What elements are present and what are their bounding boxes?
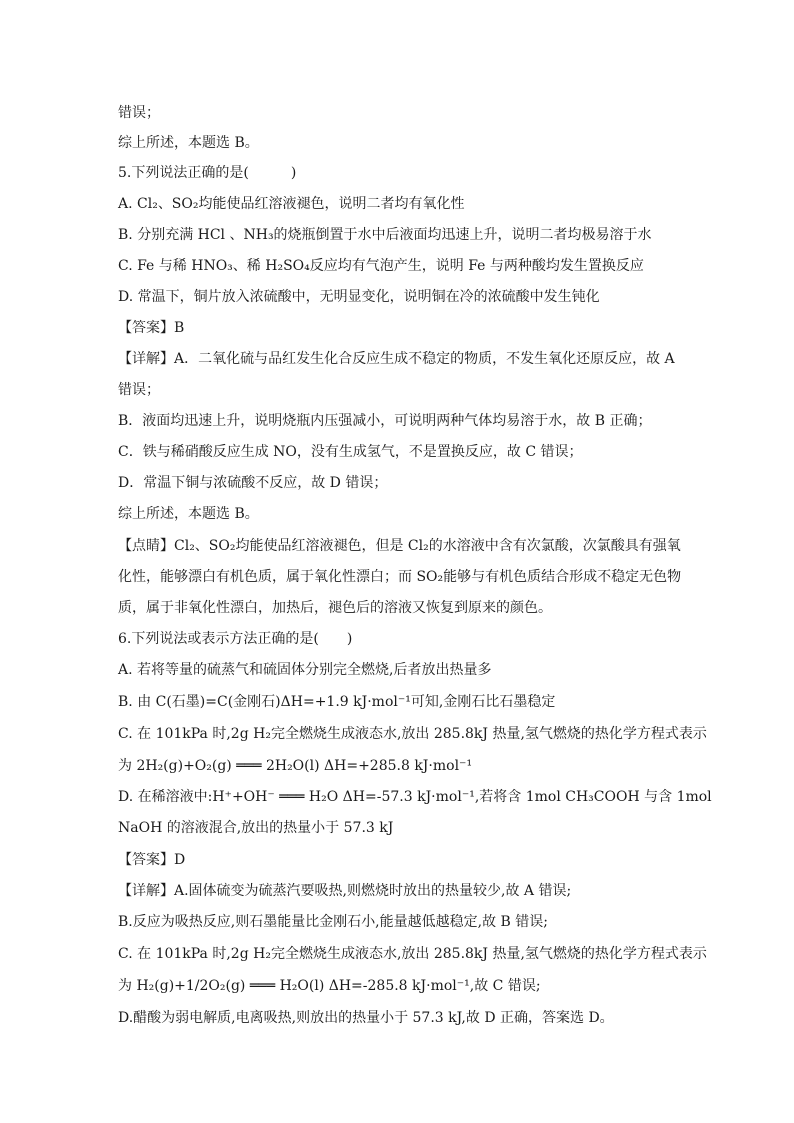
summary-line: 综上所述，本题选 B。: [118, 506, 259, 522]
text-line: 错误；: [118, 105, 160, 121]
explanation-line: C．铁与稀硝酸反应生成 NO，没有生成氢气，不是置换反应，故 C 错误；: [118, 444, 583, 460]
question-6-stem: 6.下列说法或表示方法正确的是( ): [118, 631, 353, 647]
explanation-line: 错误；: [118, 382, 160, 398]
option-c: C. 在 101kPa 时,2g H₂完全燃烧生成液态水,放出 285.8kJ 热量,氢气燃烧的热化学方程式表示: [118, 726, 707, 742]
key-point-line: 质，属于非氧化性漂白，加热后，褪色后的溶液又恢复到原来的颜色。: [118, 600, 552, 616]
option-c-continued: 为 2H₂(g)+O₂(g) ═══ 2H₂O(l) ΔH=+285.8 kJ·mol⁻¹: [118, 758, 473, 774]
option-d: D. 常温下，铜片放入浓硫酸中，无明显变化，说明铜在冷的浓硫酸中发生钝化: [118, 289, 600, 305]
option-d-continued: NaOH 的溶液混合,放出的热量小于 57.3 kJ: [118, 820, 394, 836]
answer-label: 【答案】D: [118, 852, 186, 868]
explanation-line: 为 H₂(g)+1/2O₂(g) ═══ H₂O(l) ΔH=-285.8 kJ·mol⁻¹,故 C 错误;: [118, 978, 541, 994]
explanation-line: D．常温下铜与浓硫酸不反应，故 D 错误；: [118, 475, 388, 491]
option-d: D. 在稀溶液中:H⁺+OH⁻ ═══ H₂O ΔH=-57.3 kJ·mol⁻¹,若将含 1mol CH₃COOH 与含 1mol: [118, 789, 712, 805]
option-b: B. 由 C(石墨)=C(金刚石)ΔH=+1.9 kJ·mol⁻¹可知,金刚石比石墨稳定: [118, 694, 556, 710]
option-b: B. 分别充满 HCl 、NH₃的烧瓶倒置于水中后液面均迅速上升，说明二者均极易溶于水: [118, 227, 652, 243]
text-line: 综上所述，本题选 B。: [118, 135, 259, 151]
key-point-line: 【点睛】Cl₂、SO₂均能使品红溶液褪色，但是 Cl₂的水溶液中含有次氯酸，次氯酸具有强氧: [118, 538, 681, 554]
question-5-stem: 5.下列说法正确的是( ): [118, 165, 297, 181]
explanation-line: D.醋酸为弱电解质,电离吸热,则放出的热量小于 57.3 kJ,故 D 正确，答案选 D。: [118, 1010, 614, 1026]
key-point-line: 化性，能够漂白有机色质，属于氧化性漂白；而 SO₂能够与有机色质结合形成不稳定无色物: [118, 569, 682, 585]
explanation-line: 【详解】A.固体硫变为硫蒸汽要吸热,则燃烧时放出的热量较少,故 A 错误;: [118, 883, 572, 899]
option-c: C. Fe 与稀 HNO₃、稀 H₂SO₄反应均有气泡产生，说明 Fe 与两种酸均发生置换反应: [118, 258, 644, 274]
explanation-line: C. 在 101kPa 时,2g H₂完全燃烧生成液态水,放出 285.8kJ 热量,氢气燃烧的热化学方程式表示: [118, 946, 707, 962]
option-a: A. 若将等量的硫蒸气和硫固体分别完全燃烧,后者放出热量多: [118, 662, 492, 678]
option-a: A. Cl₂、SO₂均能使品红溶液褪色，说明二者均有氧化性: [118, 196, 465, 212]
answer-label: 【答案】B: [118, 320, 185, 336]
explanation-line: 【详解】A．二氧化硫与品红发生化合反应生成不稳定的物质，不发生氧化还原反应，故 A: [118, 351, 675, 367]
explanation-line: B．液面均迅速上升，说明烧瓶内压强减小，可说明两种气体均易溶于水，故 B 正确；: [118, 413, 652, 429]
explanation-line: B.反应为吸热反应,则石墨能量比金刚石小,能量越低越稳定,故 B 错误;: [118, 914, 548, 930]
